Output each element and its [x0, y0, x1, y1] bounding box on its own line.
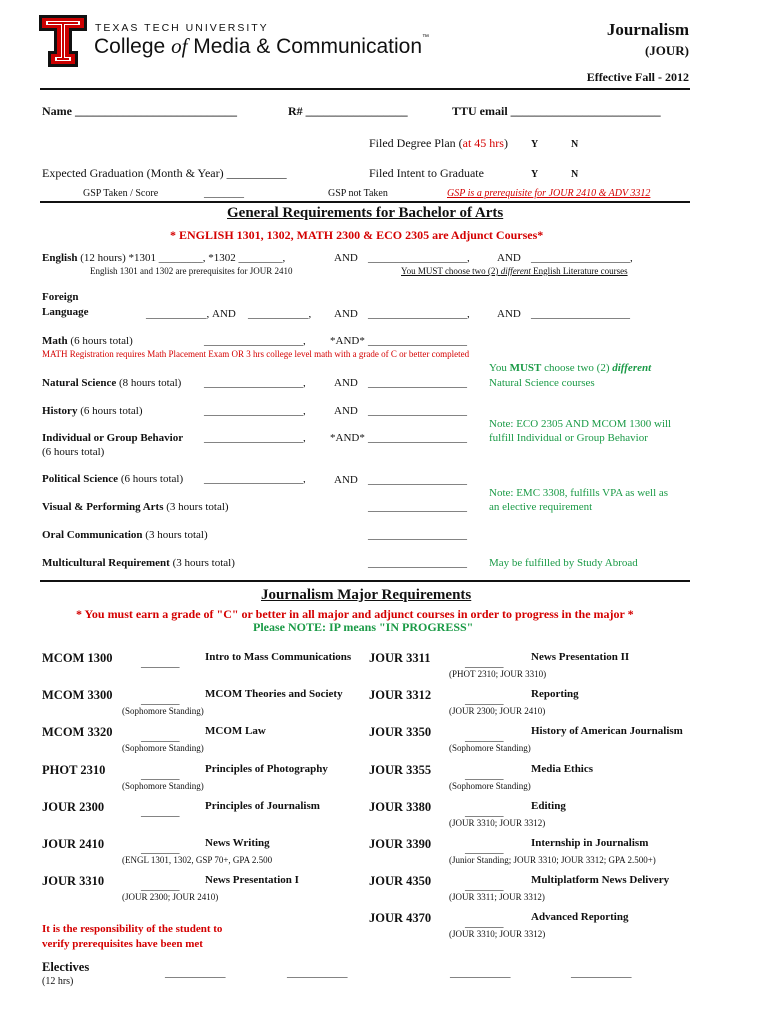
course-grade-field[interactable]: _______ [141, 843, 180, 855]
gsp-not-taken-label: GSP not Taken [328, 188, 388, 199]
english-lit-field-2[interactable]: __________________, [531, 252, 633, 264]
course-title: News Presentation I [205, 874, 299, 887]
emc-note-1: Note: EMC 3308, fulfills VPA as well as [489, 487, 669, 499]
ns-field-1[interactable]: __________________, [204, 377, 306, 389]
responsibility-note-2: verify prerequisites have been met [42, 938, 203, 950]
filed-intent-to-graduate: Filed Intent to Graduate [369, 166, 484, 180]
course-grade-field[interactable]: _______ [465, 880, 504, 893]
course-prereq: (Sophomore Standing) [122, 743, 204, 754]
ns-must-c: choose two (2) [541, 362, 613, 374]
elective-field-1[interactable]: ___________ [165, 967, 226, 979]
english-lit-must-note [401, 266, 628, 276]
degree-plan-yes[interactable]: Y [531, 139, 539, 150]
responsibility-note-1: It is the responsibility of the student to [42, 923, 223, 935]
fl-field-4[interactable]: __________________ [531, 308, 630, 320]
course-grade-field[interactable]: _______ [465, 805, 504, 818]
history-row [42, 405, 143, 417]
course-code: JOUR 3355 [369, 762, 432, 777]
course-code: JOUR 3390 [369, 837, 432, 851]
fl-and-3: AND [497, 308, 521, 320]
multicultural-row [42, 557, 235, 569]
info-rule [40, 201, 690, 203]
math-field-2[interactable]: __________________ [368, 335, 467, 347]
college-name-post: Media & Communication [187, 35, 423, 58]
course-prereq: (Sophomore Standing) [449, 780, 531, 791]
course-code: JOUR 3311 [369, 651, 431, 665]
course-grade-field[interactable]: _______ [141, 657, 180, 669]
course-code: JOUR 3310 [42, 874, 105, 889]
course-code: MCOM 1300 [42, 651, 113, 665]
fl-and-2: AND [334, 308, 358, 320]
oral-communication-row [42, 529, 208, 541]
course-grade-field[interactable]: _______ [465, 694, 504, 707]
intent-yes[interactable]: Y [531, 169, 539, 180]
oral-communication-hours: (3 hours total) [142, 529, 208, 541]
political-science-hours: (6 hours total) [118, 473, 184, 485]
r-number-field[interactable]: R# _________________ [288, 104, 408, 118]
course-title: News Presentation II [531, 651, 630, 663]
multicultural-hours: (3 hours total) [169, 557, 235, 569]
college-name [94, 34, 429, 59]
fl-field-2[interactable]: ___________, [248, 308, 312, 320]
igb-hours: (6 hours total) [42, 446, 105, 458]
electives-label: Electives [42, 960, 90, 974]
english-lit-field-1[interactable]: __________________, [368, 252, 470, 264]
ip-note: Please NOTE: IP means "IN PROGRESS" [253, 620, 474, 634]
fl-field-1[interactable]: ___________, [146, 308, 210, 320]
gsp-score-field[interactable]: ________ [204, 188, 244, 199]
college-name-of: of [171, 34, 188, 58]
oral-communication-label: Oral Communication [42, 529, 143, 541]
degree-plan-text: Filed Degree Plan ( [369, 136, 463, 150]
course-code: JOUR 2300 [42, 799, 105, 814]
natural-science-row [42, 377, 181, 389]
multicultural-label: Multicultural Requirement [42, 557, 170, 569]
course-prereq: (Sophomore Standing) [122, 706, 204, 717]
eco-mcom-note-1: Note: ECO 2305 AND MCOM 1300 will [489, 418, 672, 430]
ns-and: AND [334, 377, 358, 389]
course-code: JOUR 4350 [369, 874, 432, 889]
degree-plan-hours: at 45 hrs [462, 136, 504, 150]
math-and: *AND* [330, 335, 365, 347]
course-prereq: (Sophomore Standing) [449, 743, 531, 754]
course-grade-field[interactable]: _______ [465, 917, 504, 930]
course-grade-field[interactable]: _______ [141, 694, 180, 707]
trademark: ™ [422, 34, 430, 41]
course-title: Editing [531, 799, 566, 812]
english-prereq-note: English 1301 and 1302 are prerequisites for JOUR 2410 [90, 266, 293, 276]
course-grade-field[interactable]: _______ [141, 768, 180, 781]
expected-graduation-field[interactable]: Expected Graduation (Month & Year) __________ [42, 166, 287, 180]
course-grade-field[interactable]: _______ [141, 731, 180, 744]
vpa-field[interactable]: __________________ [368, 501, 467, 513]
course-title: MCOM Law [205, 725, 266, 738]
course-title: MCOM Theories and Society [205, 688, 343, 701]
oral-field[interactable]: __________________ [368, 529, 467, 541]
course-prereq: (Junior Standing; JOUR 3310; JOUR 3312; GPA 2.500+) [449, 855, 656, 865]
emc-note-2: an elective requirement [489, 501, 593, 513]
major-requirements-title: Journalism Major Requirements [261, 587, 472, 603]
course-grade-field[interactable]: _______ [141, 805, 180, 818]
english-must-a: You MUST choose two (2) [401, 266, 501, 276]
natural-science-label: Natural Science [42, 377, 117, 389]
ns-must-different: different [612, 362, 652, 374]
course-code: MCOM 3300 [42, 688, 113, 703]
elective-field-2[interactable]: ___________ [287, 967, 348, 979]
foreign-language-label-1: Foreign [42, 291, 79, 303]
vpa-label: Visual & Performing Arts [42, 501, 164, 513]
elective-field-4[interactable]: ___________ [571, 967, 632, 979]
course-prereq: (Sophomore Standing) [122, 780, 204, 791]
elective-field-3[interactable]: ___________ [450, 967, 511, 979]
general-rule [40, 580, 690, 582]
history-hours: (6 hours total) [77, 405, 143, 417]
filed-degree-plan [369, 136, 508, 151]
course-title: Reporting [531, 688, 579, 701]
gsp-prerequisite-note: GSP is a prerequisite for JOUR 2410 & ADV 3312 [447, 188, 651, 199]
course-grade-field[interactable]: _______ [465, 657, 504, 669]
english-must-different: different [500, 266, 531, 276]
course-prereq: (JOUR 2300; JOUR 2410) [449, 706, 546, 717]
english-must-c: English Literature courses [530, 266, 628, 276]
ttu-email-field[interactable]: TTU email _________________________ [452, 104, 661, 118]
course-code: MCOM 3320 [42, 725, 113, 740]
igb-field-1[interactable]: __________________, [204, 432, 306, 444]
natural-science-must-note [489, 362, 651, 374]
history-and: AND [334, 405, 358, 417]
course-grade-field[interactable]: _______ [465, 843, 504, 855]
fl-field-3[interactable]: __________________, [368, 308, 470, 320]
vpa-hours: (3 hours total) [163, 501, 229, 513]
ns-field-2[interactable]: __________________ [368, 377, 467, 389]
eco-mcom-note-2: fulfill Individual or Group Behavior [489, 432, 648, 444]
course-prereq: (JOUR 3310; JOUR 3312) [449, 817, 546, 828]
ttu-double-t-logo [38, 14, 88, 68]
course-title: Intro to Mass Communications [205, 651, 352, 663]
vpa-row [42, 501, 229, 513]
math-row [42, 335, 133, 347]
math-label: Math [42, 335, 68, 347]
course-grade-field[interactable]: _______ [465, 768, 504, 781]
natural-science-courses-note: Natural Science courses [489, 377, 595, 389]
igb-label: Individual or Group Behavior [42, 432, 184, 444]
course-code: JOUR 2410 [42, 837, 105, 851]
study-abroad-note: May be fulfilled by Study Abroad [489, 557, 638, 569]
math-registration-note: MATH Registration requires Math Placement Exam OR 3 hrs college level math with a grade of C or better completed [42, 349, 470, 359]
political-science-row [42, 473, 183, 485]
english-row [42, 252, 285, 264]
college-name-pre: College [94, 35, 172, 58]
foreign-language-label-2: Language [42, 306, 89, 318]
course-prereq: (ENGL 1301, 1302, GSP 70+, GPA 2.500 [122, 855, 273, 865]
course-title: History of American Journalism [531, 725, 683, 738]
degree-plan-no[interactable]: N [571, 139, 579, 150]
math-field-1[interactable]: __________________, [204, 335, 306, 347]
pol-field-1[interactable]: __________________, [204, 473, 306, 485]
program-title: Journalism [606, 20, 689, 39]
math-hours: (6 hours total) [67, 335, 133, 347]
english-1301-1302-fields[interactable]: (12 hours) *1301 ________, *1302 ________, [77, 252, 286, 264]
pol-field-2[interactable]: __________________ [368, 474, 467, 486]
degree-plan-close: ) [503, 136, 508, 150]
ns-must-bold: MUST [509, 362, 542, 374]
course-title: News Writing [205, 837, 270, 849]
course-title: Advanced Reporting [531, 911, 629, 924]
history-label: History [42, 405, 78, 417]
course-title: Media Ethics [531, 762, 594, 775]
ns-must-a: You [489, 362, 510, 374]
course-code: JOUR 4370 [369, 911, 432, 926]
english-label: English [42, 252, 78, 264]
course-prereq: (JOUR 2300; JOUR 2410) [122, 892, 219, 903]
course-code: JOUR 3350 [369, 725, 432, 740]
natural-science-hours: (8 hours total) [116, 377, 182, 389]
political-science-label: Political Science [42, 473, 119, 485]
igb-and: *AND* [330, 432, 365, 444]
course-prereq: (JOUR 3311; JOUR 3312) [449, 892, 545, 903]
general-requirements-title: General Requirements for Bachelor of Arts [227, 205, 504, 221]
electives-hours: (12 hrs) [42, 976, 74, 987]
english-and-2: AND [497, 252, 521, 264]
adjunct-courses-note: * ENGLISH 1301, 1302, MATH 2300 & ECO 2305 are Adjunct Courses* [170, 228, 544, 242]
gsp-taken-label: GSP Taken / Score [83, 188, 159, 199]
course-grade-field[interactable]: _______ [465, 731, 504, 744]
course-grade-field[interactable]: _______ [141, 880, 180, 893]
intent-no[interactable]: N [571, 169, 579, 180]
pol-and: AND [334, 474, 358, 486]
course-title: Principles of Photography [205, 762, 328, 775]
igb-field-2[interactable]: __________________ [368, 432, 467, 444]
grade-c-note: * You must earn a grade of "C" or better in all major and adjunct courses in order to progress in the major * [76, 607, 634, 621]
course-title: Multiplatform News Delivery [531, 874, 670, 887]
fl-and-1: AND [212, 308, 236, 320]
english-and-1: AND [334, 252, 358, 264]
header-rule [40, 88, 690, 90]
name-field[interactable]: Name ___________________________ [42, 104, 237, 118]
history-field-2[interactable]: __________________ [368, 405, 467, 417]
effective-date: Effective Fall - 2012 [586, 70, 689, 84]
course-code: JOUR 3380 [369, 799, 432, 814]
history-field-1[interactable]: __________________, [204, 405, 306, 417]
course-code: JOUR 3312 [369, 688, 432, 703]
multicultural-field[interactable]: __________________ [368, 557, 467, 569]
course-title: Internship in Journalism [531, 837, 649, 849]
course-prereq: (PHOT 2310; JOUR 3310) [449, 669, 547, 679]
course-prereq: (JOUR 3310; JOUR 3312) [449, 929, 546, 940]
university-name: TEXAS TECH UNIVERSITY [95, 22, 269, 34]
course-code: PHOT 2310 [42, 762, 106, 777]
course-title: Principles of Journalism [205, 799, 320, 812]
program-code: (JOUR) [644, 43, 689, 58]
